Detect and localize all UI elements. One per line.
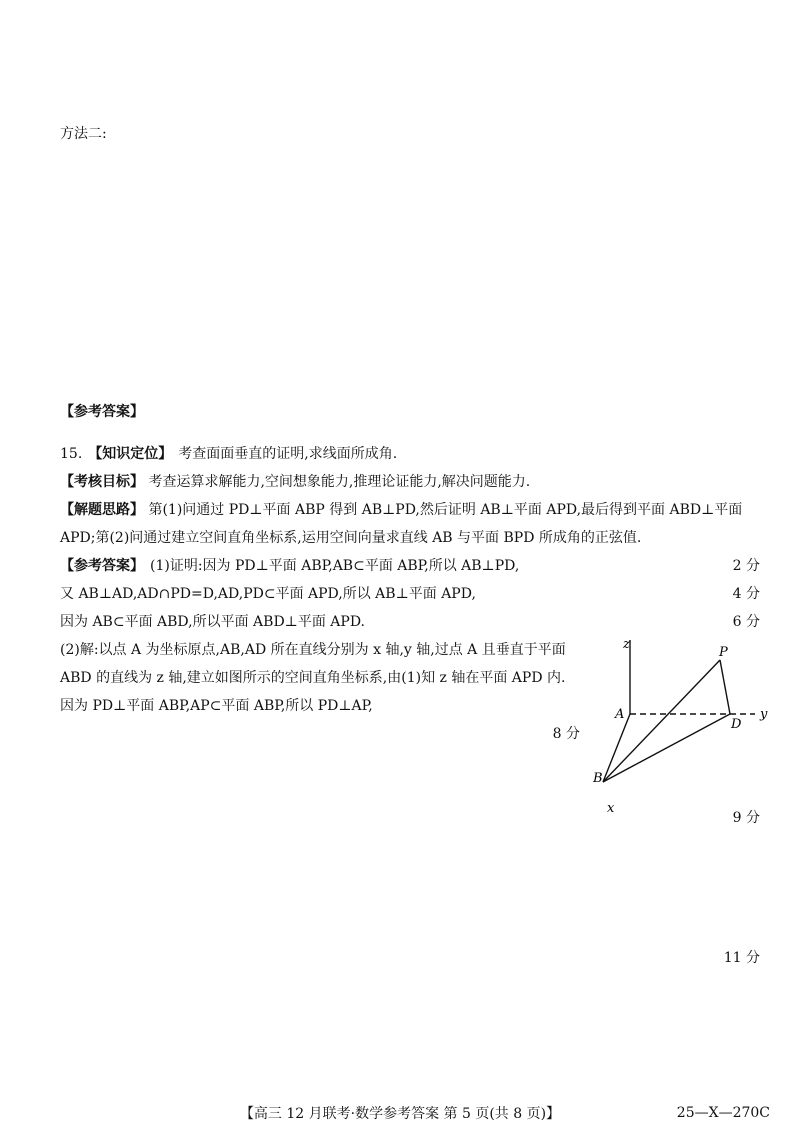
line-pd-perp: 因为 PD⊥平面 ABP,AP⊂平面 ABP,所以 PD⊥AP,	[60, 698, 373, 714]
footer-exam: 【高三 12 月联考·数学参考答案 第 5 页(共 8 页)】	[239, 1106, 561, 1122]
q15-line-3	[60, 496, 760, 552]
x-axis	[603, 714, 630, 782]
edge-pd	[720, 660, 730, 714]
q15-number: 15.	[60, 446, 83, 462]
edge-bd	[603, 714, 730, 782]
proof-text-2: 又 AB⊥AD,AD∩PD=D,AD,PD⊂平面 APD,所以 AB⊥平面 APD,	[60, 586, 476, 602]
score-9: 9 分	[732, 810, 760, 826]
score-row-8	[60, 720, 580, 748]
answer-label: 【参考答案】	[60, 404, 144, 420]
coordinate-diagram	[585, 632, 785, 822]
label-y: y	[760, 707, 768, 722]
proof-line-2	[60, 580, 760, 608]
q15-answer-label: 【参考答案】	[60, 558, 144, 574]
footer-code: 25—X—270C	[676, 1105, 770, 1121]
q15-text-2: 考查运算求解能力,空间想象能力,推理论证能力,解决问题能力.	[148, 474, 531, 490]
q15-text-3: 第(1)问通过 PD⊥平面 ABP 得到 AB⊥PD,然后证明 AB⊥平面 APD,最后得到平面 ABD⊥平面 APD;第(2)问通过建立空间直角坐标系,运用空间向量求直线 AB 与平面 BPD 所成角的正弦值.	[60, 502, 743, 546]
label-p: P	[719, 645, 728, 660]
proof-text-3: 因为 AB⊂平面 ABD,所以平面 ABD⊥平面 APD.	[60, 614, 365, 630]
method2-heading: 方法二:	[60, 126, 107, 142]
proof-line-1	[60, 552, 760, 580]
method2-block	[60, 120, 760, 426]
score-11: 11 分	[723, 950, 760, 966]
proof-score-2: 4 分	[732, 586, 760, 602]
q15-label-2: 【考核目标】	[60, 474, 144, 490]
label-b: B	[593, 771, 603, 786]
proof-score-3: 6 分	[732, 614, 760, 630]
score-8: 8 分	[552, 726, 580, 742]
proof-score-1: 2 分	[732, 558, 760, 574]
method2-answer	[60, 398, 760, 426]
q15-text-1: 考查面面垂直的证明,求线面所成角.	[178, 446, 398, 462]
q15-label-1: 【知识定位】	[88, 446, 173, 462]
label-x: x	[607, 801, 615, 816]
proof-text-1: (1)证明:因为 PD⊥平面 ABP,AB⊂平面 ABP,所以 AB⊥PD,	[150, 558, 520, 574]
label-z: z	[623, 637, 630, 652]
q15-line-1	[60, 440, 760, 468]
part2-intro: (2)解:以点 A 为坐标原点,AB,AD 所在直线分别为 x 轴,y 轴,过点 A 且垂直于平面 ABD 的直线为 z 轴,建立如图所示的空间直角坐标系,由(1)知 z 轴在平面 APD 内.	[60, 642, 566, 686]
q15-line-2	[60, 468, 760, 496]
label-d: D	[731, 717, 742, 732]
page-footer	[0, 1103, 800, 1123]
label-a: A	[615, 707, 625, 722]
score-row-11	[60, 944, 760, 972]
q15-label-3: 【解题思路】	[60, 502, 144, 518]
